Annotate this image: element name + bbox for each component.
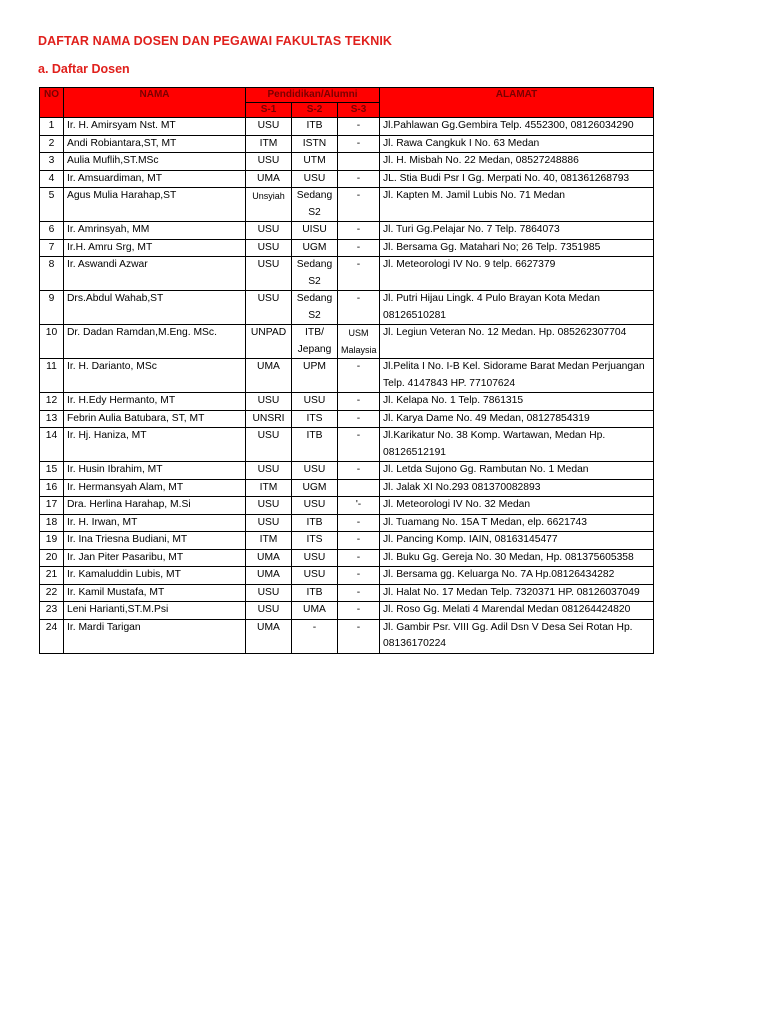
cell-nama: Andi Robiantara,ST, MT	[64, 135, 246, 153]
cell-s3: -	[338, 257, 380, 291]
cell-alamat: Jl. Roso Gg. Melati 4 Marendal Medan 081264424820	[380, 602, 654, 620]
cell-s1: USU	[246, 222, 292, 240]
cell-no: 2	[40, 135, 64, 153]
cell-s3: -	[338, 291, 380, 325]
table-row	[40, 257, 654, 291]
cell-alamat: Jl.Karikatur No. 38 Komp. Wartawan, Medan Hp. 08126512191	[380, 428, 654, 462]
table-row	[40, 153, 654, 171]
cell-nama: Dra. Herlina Harahap, M.Si	[64, 497, 246, 515]
cell-s2: USU	[292, 549, 338, 567]
cell-s3: -	[338, 567, 380, 585]
cell-nama: Dr. Dadan Ramdan,M.Eng. MSc.	[64, 325, 246, 359]
cell-s1: USU	[246, 239, 292, 257]
cell-nama: Agus Mulia Harahap,ST	[64, 188, 246, 222]
header-alamat: ALAMAT	[380, 88, 654, 118]
cell-s2: UGM	[292, 479, 338, 497]
cell-no: 11	[40, 359, 64, 393]
cell-nama: Ir. Ina Triesna Budiani, MT	[64, 532, 246, 550]
cell-s2: ISTN	[292, 135, 338, 153]
cell-s3: -	[338, 170, 380, 188]
table-row	[40, 532, 654, 550]
cell-nama: Ir. Aswandi Azwar	[64, 257, 246, 291]
cell-alamat: JL. Stia Budi Psr I Gg. Merpati No. 40, 081361268793	[380, 170, 654, 188]
cell-no: 5	[40, 188, 64, 222]
cell-s1: Unsyiah	[246, 188, 292, 222]
cell-alamat: Jl. Gambir Psr. VIII Gg. Adil Dsn V Desa Sei Rotan Hp. 08136170224	[380, 619, 654, 653]
cell-alamat: Jl. Meteorologi IV No. 9 telp. 6627379	[380, 257, 654, 291]
cell-alamat: Jl. Halat No. 17 Medan Telp. 7320371 HP. 08126037049	[380, 584, 654, 602]
cell-s3: -	[338, 393, 380, 411]
cell-s1: UMA	[246, 359, 292, 393]
cell-s2: UTM	[292, 153, 338, 171]
table-row	[40, 619, 654, 653]
cell-nama: Ir.H. Amru Srg, MT	[64, 239, 246, 257]
header-no: NO	[40, 88, 64, 118]
cell-no: 21	[40, 567, 64, 585]
cell-alamat: Jl. Karya Dame No. 49 Medan, 08127854319	[380, 410, 654, 428]
table-row	[40, 393, 654, 411]
cell-s1: ITM	[246, 479, 292, 497]
table-row	[40, 325, 654, 359]
cell-no: 16	[40, 479, 64, 497]
cell-s2: USU	[292, 567, 338, 585]
cell-s1: USU	[246, 291, 292, 325]
section-subtitle: a. Daftar Dosen	[38, 62, 130, 76]
table-row	[40, 567, 654, 585]
cell-s2: ITB	[292, 428, 338, 462]
cell-s1: UMA	[246, 567, 292, 585]
table-row	[40, 584, 654, 602]
table-row	[40, 135, 654, 153]
cell-no: 24	[40, 619, 64, 653]
cell-s1: USU	[246, 514, 292, 532]
cell-s2: USU	[292, 497, 338, 515]
cell-nama: Ir. H. Amirsyam Nst. MT	[64, 118, 246, 136]
cell-nama: Drs.Abdul Wahab,ST	[64, 291, 246, 325]
cell-s3: '-	[338, 497, 380, 515]
cell-s1: USU	[246, 118, 292, 136]
cell-alamat: Jl. Tuamang No. 15A T Medan, elp. 6621743	[380, 514, 654, 532]
cell-alamat: Jl.Pelita I No. I-B Kel. Sidorame Barat Medan Perjuangan Telp. 4147843 HP. 77107624	[380, 359, 654, 393]
cell-s3: -	[338, 602, 380, 620]
cell-s1: UMA	[246, 619, 292, 653]
cell-alamat: Jl. Letda Sujono Gg. Rambutan No. 1 Medan	[380, 462, 654, 480]
cell-s2: Sedang S2	[292, 188, 338, 222]
cell-alamat: Jl. Rawa Cangkuk I No. 63 Medan	[380, 135, 654, 153]
cell-alamat: Jl. Meteorologi IV No. 32 Medan	[380, 497, 654, 515]
cell-no: 4	[40, 170, 64, 188]
cell-s1: USU	[246, 584, 292, 602]
cell-s1: USU	[246, 393, 292, 411]
cell-s3: -	[338, 188, 380, 222]
cell-alamat: Jl. Buku Gg. Gereja No. 30 Medan, Hp. 081375605358	[380, 549, 654, 567]
cell-no: 8	[40, 257, 64, 291]
table-row	[40, 410, 654, 428]
cell-alamat: Jl. Bersama Gg. Matahari No; 26 Telp. 7351985	[380, 239, 654, 257]
cell-s3: -	[338, 584, 380, 602]
cell-s3: -	[338, 222, 380, 240]
cell-no: 9	[40, 291, 64, 325]
table-row	[40, 170, 654, 188]
cell-s1: ITM	[246, 135, 292, 153]
cell-s1: USU	[246, 428, 292, 462]
cell-s2: UMA	[292, 602, 338, 620]
cell-alamat: Jl. Pancing Komp. IAIN, 08163145477	[380, 532, 654, 550]
table-row	[40, 479, 654, 497]
header-s2: S-2	[292, 103, 338, 118]
cell-no: 18	[40, 514, 64, 532]
cell-alamat: Jl. Bersama gg. Keluarga No. 7A Hp.08126434282	[380, 567, 654, 585]
cell-s2: Sedang S2	[292, 257, 338, 291]
cell-s1: ITM	[246, 532, 292, 550]
cell-s1: USU	[246, 462, 292, 480]
cell-s1: USU	[246, 257, 292, 291]
cell-no: 12	[40, 393, 64, 411]
cell-s2: ITB	[292, 514, 338, 532]
cell-alamat: Jl. Kelapa No. 1 Telp. 7861315	[380, 393, 654, 411]
cell-s2: UPM	[292, 359, 338, 393]
cell-no: 13	[40, 410, 64, 428]
cell-no: 6	[40, 222, 64, 240]
table-row	[40, 428, 654, 462]
table-row	[40, 188, 654, 222]
table-row	[40, 602, 654, 620]
cell-s1: UMA	[246, 170, 292, 188]
cell-s2: USU	[292, 170, 338, 188]
cell-alamat: Jl. Jalak XI No.293 081370082893	[380, 479, 654, 497]
cell-s1: USU	[246, 497, 292, 515]
cell-s1: USU	[246, 153, 292, 171]
table-row	[40, 222, 654, 240]
cell-nama: Leni Harianti,ST.M.Psi	[64, 602, 246, 620]
cell-nama: Ir. H.Edy Hermanto, MT	[64, 393, 246, 411]
cell-alamat: Jl.Pahlawan Gg.Gembira Telp. 4552300, 08126034290	[380, 118, 654, 136]
table-row	[40, 359, 654, 393]
cell-s3: -	[338, 462, 380, 480]
cell-s3: -	[338, 428, 380, 462]
cell-s3	[338, 479, 380, 497]
header-row	[40, 88, 654, 103]
cell-nama: Aulia Muflih,ST.MSc	[64, 153, 246, 171]
cell-nama: Ir. H. Darianto, MSc	[64, 359, 246, 393]
cell-no: 17	[40, 497, 64, 515]
header-pendidikan: Pendidikan/Alumni	[246, 88, 380, 103]
table-row	[40, 118, 654, 136]
cell-nama: Febrin Aulia Batubara, ST, MT	[64, 410, 246, 428]
cell-s2: UGM	[292, 239, 338, 257]
lecturer-table	[39, 87, 654, 654]
cell-no: 22	[40, 584, 64, 602]
cell-s2: ITS	[292, 532, 338, 550]
cell-no: 7	[40, 239, 64, 257]
cell-s1: UNPAD	[246, 325, 292, 359]
cell-s2: USU	[292, 393, 338, 411]
cell-s2: ITB	[292, 118, 338, 136]
cell-s1: UMA	[246, 549, 292, 567]
cell-nama: Ir. Amsuardiman, MT	[64, 170, 246, 188]
cell-s2: ITB	[292, 584, 338, 602]
header-s3: S-3	[338, 103, 380, 118]
cell-s3: -	[338, 619, 380, 653]
cell-no: 14	[40, 428, 64, 462]
cell-s3: -	[338, 549, 380, 567]
cell-nama: Ir. H. Irwan, MT	[64, 514, 246, 532]
cell-s2: UISU	[292, 222, 338, 240]
cell-nama: Ir. Hermansyah Alam, MT	[64, 479, 246, 497]
cell-s2: ITS	[292, 410, 338, 428]
cell-s2: ITB/ Jepang	[292, 325, 338, 359]
cell-alamat: Jl. Legiun Veteran No. 12 Medan. Hp. 085262307704	[380, 325, 654, 359]
cell-s3: -	[338, 118, 380, 136]
cell-nama: Ir. Kamaluddin Lubis, MT	[64, 567, 246, 585]
cell-s3: -	[338, 532, 380, 550]
cell-s3: -	[338, 135, 380, 153]
document-title: DAFTAR NAMA DOSEN DAN PEGAWAI FAKULTAS TEKNIK	[38, 34, 393, 48]
header-s1: S-1	[246, 103, 292, 118]
cell-alamat: Jl. Putri Hijau Lingk. 4 Pulo Brayan Kota Medan 08126510281	[380, 291, 654, 325]
cell-s1: UNSRI	[246, 410, 292, 428]
cell-no: 19	[40, 532, 64, 550]
table-body	[40, 118, 654, 654]
cell-no: 15	[40, 462, 64, 480]
cell-no: 1	[40, 118, 64, 136]
table-row	[40, 549, 654, 567]
cell-s3: USM Malaysia	[338, 325, 380, 359]
cell-alamat: Jl. Turi Gg.Pelajar No. 7 Telp. 7864073	[380, 222, 654, 240]
cell-nama: Ir. Jan Piter Pasaribu, MT	[64, 549, 246, 567]
cell-s3	[338, 153, 380, 171]
cell-nama: Ir. Husin Ibrahim, MT	[64, 462, 246, 480]
cell-s2: USU	[292, 462, 338, 480]
table-row	[40, 514, 654, 532]
table-row	[40, 462, 654, 480]
cell-nama: Ir. Hj. Haniza, MT	[64, 428, 246, 462]
cell-nama: Ir. Mardi Tarigan	[64, 619, 246, 653]
cell-no: 10	[40, 325, 64, 359]
cell-s2: -	[292, 619, 338, 653]
cell-no: 20	[40, 549, 64, 567]
cell-s3: -	[338, 239, 380, 257]
table-row	[40, 239, 654, 257]
cell-s1: USU	[246, 602, 292, 620]
cell-alamat: Jl. H. Misbah No. 22 Medan, 08527248886	[380, 153, 654, 171]
table-row	[40, 497, 654, 515]
cell-s3: -	[338, 514, 380, 532]
cell-nama: Ir. Amrinsyah, MM	[64, 222, 246, 240]
cell-s3: -	[338, 359, 380, 393]
cell-no: 3	[40, 153, 64, 171]
cell-s3: -	[338, 410, 380, 428]
cell-alamat: Jl. Kapten M. Jamil Lubis No. 71 Medan	[380, 188, 654, 222]
cell-nama: Ir. Kamil Mustafa, MT	[64, 584, 246, 602]
cell-s2: Sedang S2	[292, 291, 338, 325]
table-row	[40, 291, 654, 325]
header-nama: NAMA	[64, 88, 246, 118]
cell-no: 23	[40, 602, 64, 620]
